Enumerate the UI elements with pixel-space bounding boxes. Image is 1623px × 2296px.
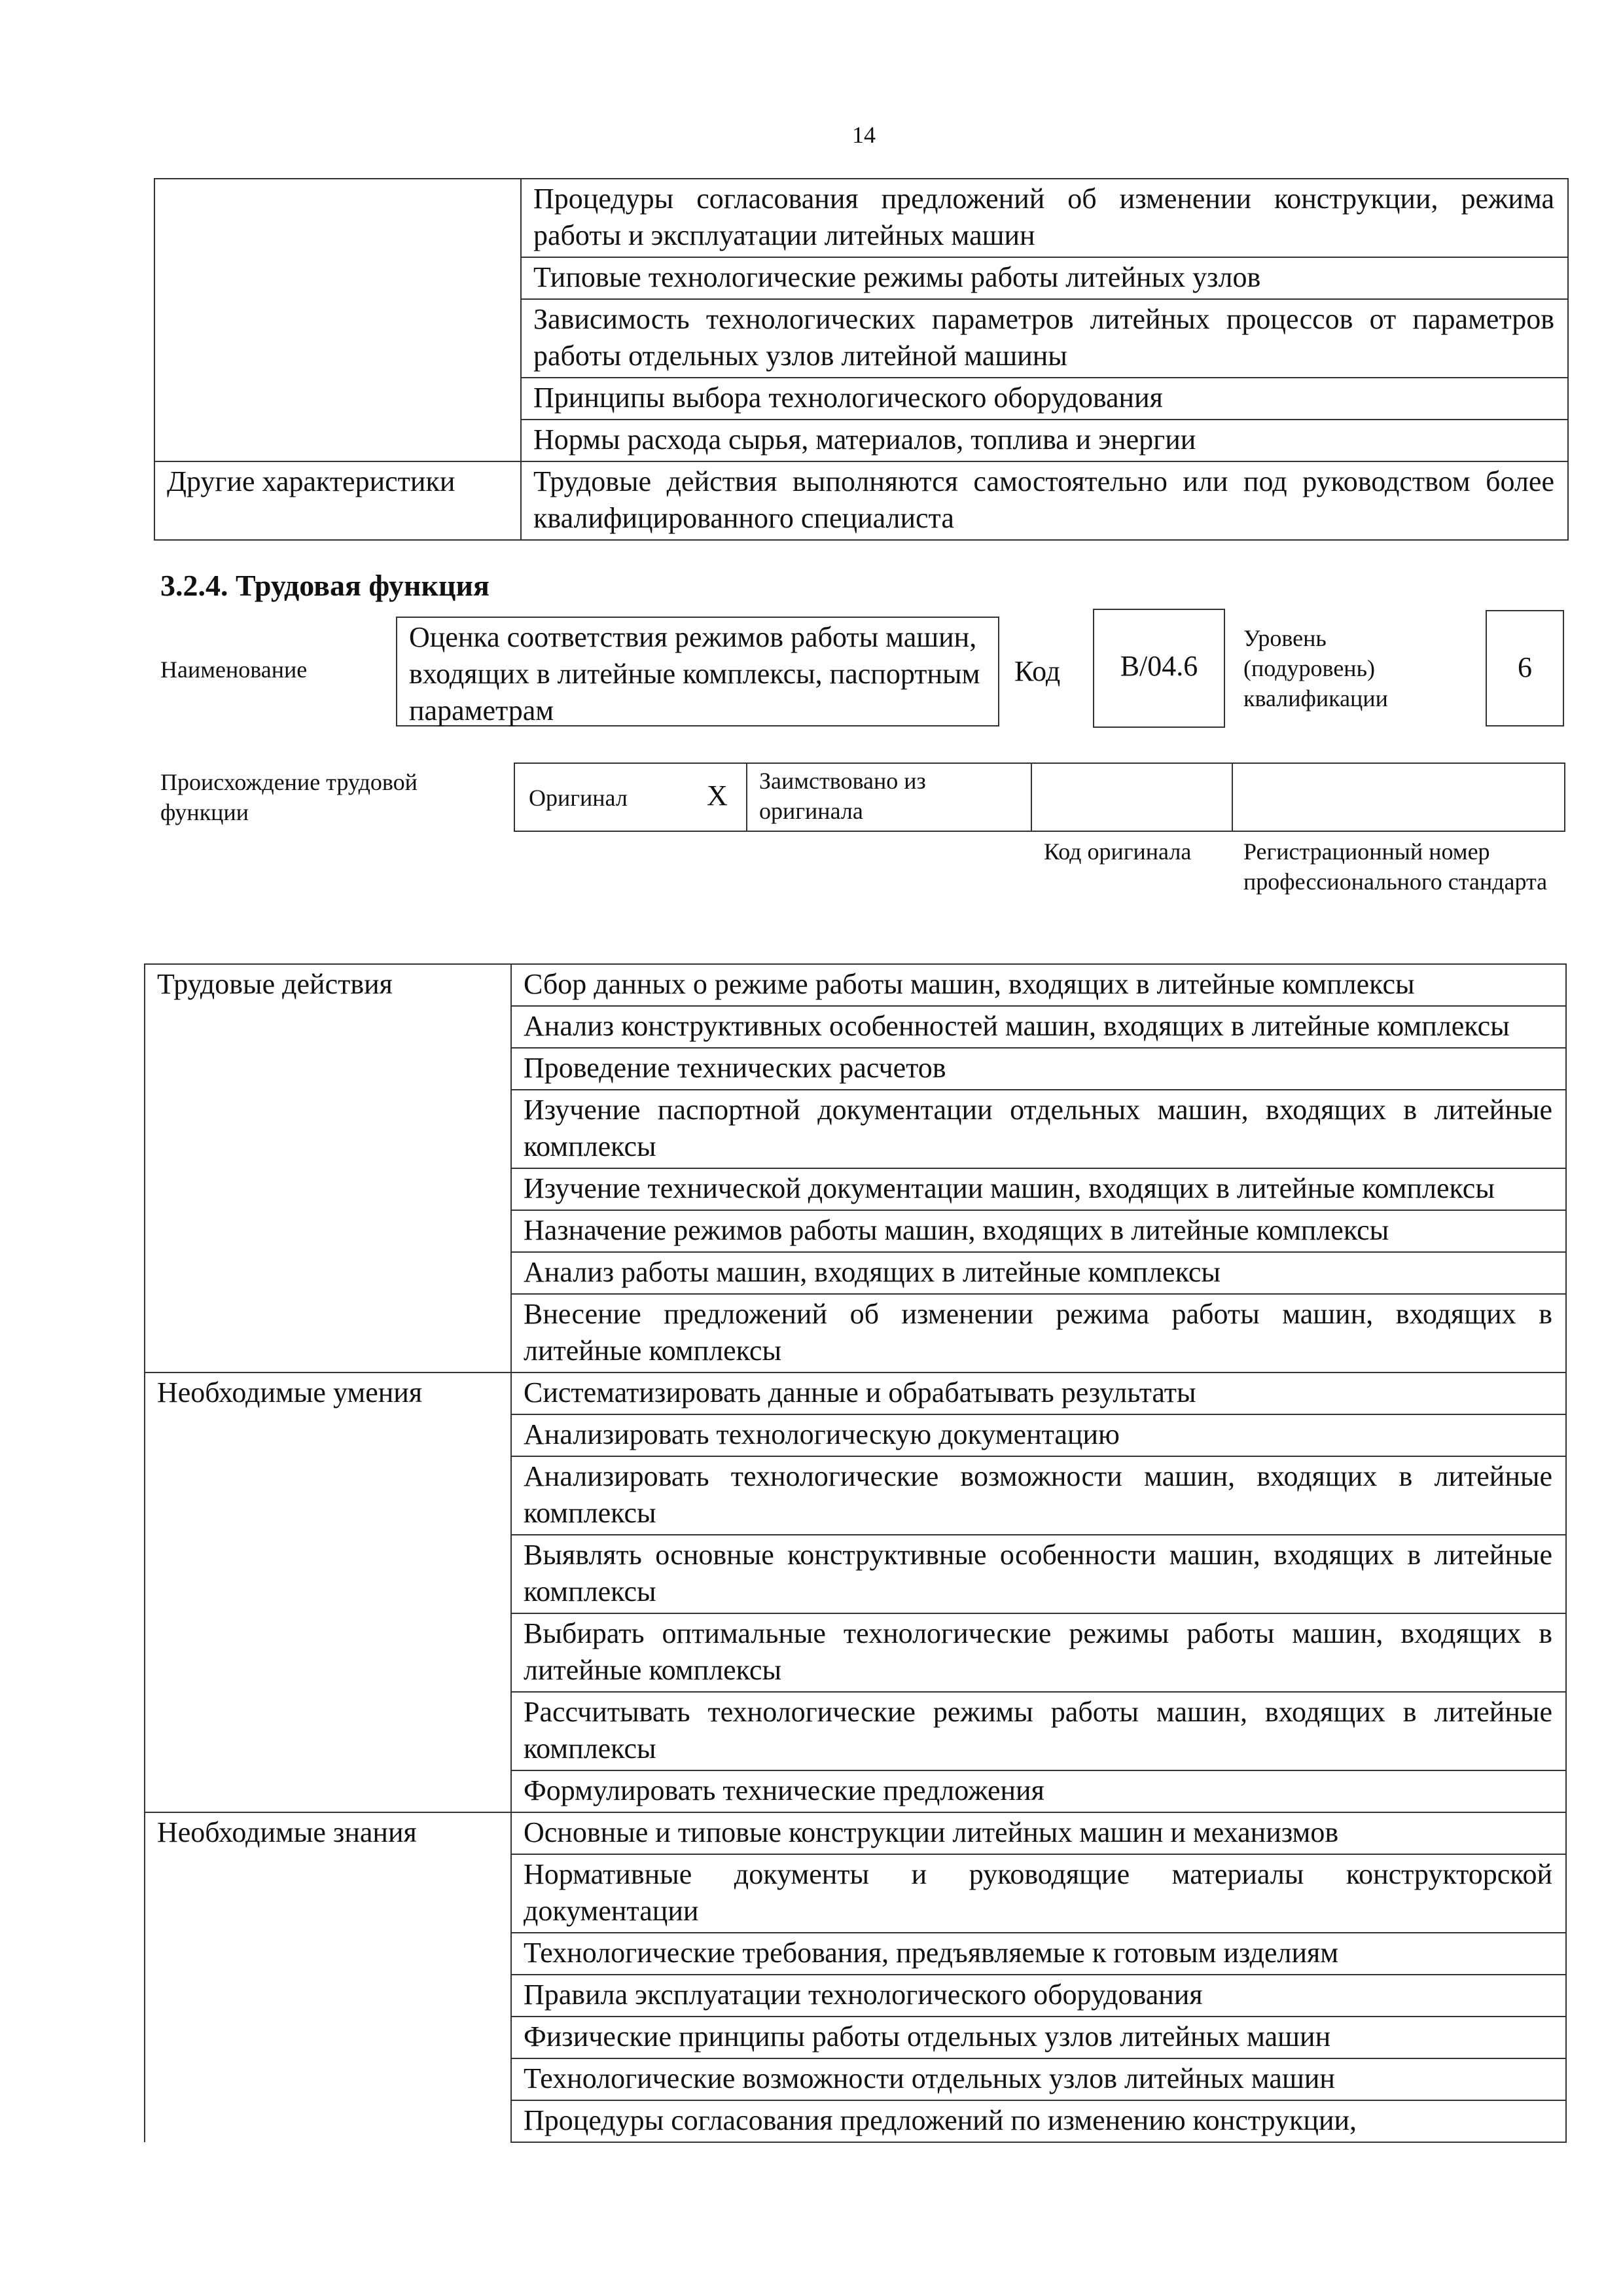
table-cell: Анализировать технологическую документацию [511, 1414, 1566, 1456]
table-cell: Рассчитывать технологические режимы работы машин, входящих в литейные комплексы [511, 1692, 1566, 1770]
table-cell: Технологические требования, предъявляемые к готовым изделиям [511, 1933, 1566, 1975]
table-cell-empty [154, 179, 521, 461]
table-cell: Анализировать технологические возможности машин, входящих в литейные комплексы [511, 1456, 1566, 1535]
table-cell: Принципы выбора технологического оборудования [521, 378, 1568, 420]
table-cell: Типовые технологические режимы работы литейных узлов [521, 257, 1568, 299]
divider [1031, 762, 1032, 832]
level-label: Уровень (подуровень) квалификации [1243, 625, 1388, 711]
origin-box [514, 762, 1565, 832]
table-cell: Назначение режимов работы машин, входящих в литейные комплексы [511, 1210, 1566, 1252]
section-title: 3.2.4. Трудовая функция [160, 569, 490, 602]
table-cell: Зависимость технологических параметров литейных процессов от параметров работы отдельных узлов литейной машины [521, 299, 1568, 378]
level-box [1486, 610, 1564, 726]
labor-function-table [144, 963, 1567, 2143]
table-cell: Выбирать оптимальные технологические режимы работы машин, входящих в литейные комплексы [511, 1613, 1566, 1692]
table-cell: Основные и типовые конструкции литейных машин и механизмов [511, 1812, 1566, 1854]
table-row [154, 461, 1568, 540]
level-value: 6 [1518, 651, 1532, 683]
table-cell: Формулировать технические предложения [511, 1770, 1566, 1812]
table-cell: Внесение предложений об изменении режима работы машин, входящих в литейные комплексы [511, 1294, 1566, 1372]
function-name: Оценка соответствия режимов работы машин, входящих в литейные комплексы, паспортным параметрам [409, 621, 980, 726]
table-cell: Нормативные документы и руководящие материалы конструкторской документации [511, 1854, 1566, 1933]
table-cell: Выявлять основные конструктивные особенности машин, входящих в литейные комплексы [511, 1535, 1566, 1613]
table-row [145, 964, 1566, 1006]
table-cell: Физические принципы работы отдельных узлов литейных машин [511, 2017, 1566, 2058]
original-label: Оригинал [529, 785, 628, 811]
table-cell: Анализ конструктивных особенностей машин, входящих в литейные комплексы [511, 1006, 1566, 1048]
code-label: Код [1014, 655, 1061, 687]
table-cell: Проведение технических расчетов [511, 1048, 1566, 1090]
table-cell: Изучение паспортной документации отдельных машин, входящих в литейные комплексы [511, 1090, 1566, 1168]
table-cell: Процедуры согласования предложений по изменению конструкции, [511, 2100, 1566, 2142]
table-cell: Правила эксплуатации технологического оборудования [511, 1975, 1566, 2017]
row-label: Другие характеристики [154, 461, 521, 540]
table-row [145, 1812, 1566, 1854]
table-cell: Нормы расхода сырья, материалов, топлива и энергии [521, 420, 1568, 461]
table-cell: Технологические возможности отдельных узлов литейных машин [511, 2058, 1566, 2100]
table-row [154, 179, 1568, 257]
code-original-label: Код оригинала [1044, 838, 1192, 865]
group-label-skills: Необходимые умения [145, 1372, 511, 1812]
code-value: B/04.6 [1120, 650, 1198, 682]
borrowed-label: Заимствовано из оригинала [759, 768, 926, 824]
name-label: Наименование [160, 656, 308, 683]
divider [1232, 762, 1233, 832]
table-cell: Систематизировать данные и обрабатывать результаты [511, 1372, 1566, 1414]
table-cell: Процедуры согласования предложений об изменении конструкции, режима работы и эксплуатации литейных машин [521, 179, 1568, 257]
table-cell: Трудовые действия выполняются самостоятельно или под руководством более квалифицированного специалиста [521, 461, 1568, 540]
divider [746, 762, 747, 832]
origin-label: Происхождение трудовой функции [160, 769, 418, 825]
reg-number-label: Регистрационный номер профессионального стандарта [1243, 838, 1548, 895]
group-label-actions: Трудовые действия [145, 964, 511, 1372]
original-mark: X [707, 780, 728, 812]
page-number: 14 [852, 122, 876, 148]
table-cell: Сбор данных о режиме работы машин, входящих в литейные комплексы [511, 964, 1566, 1006]
table-cell: Изучение технической документации машин, входящих в литейные комплексы [511, 1168, 1566, 1210]
table-row [145, 1372, 1566, 1414]
function-name-box [396, 617, 999, 726]
code-box [1093, 609, 1225, 728]
group-label-knowledge: Необходимые знания [145, 1812, 511, 2142]
table-cell: Анализ работы машин, входящих в литейные комплексы [511, 1252, 1566, 1294]
knowledge-table-continued [154, 178, 1569, 541]
